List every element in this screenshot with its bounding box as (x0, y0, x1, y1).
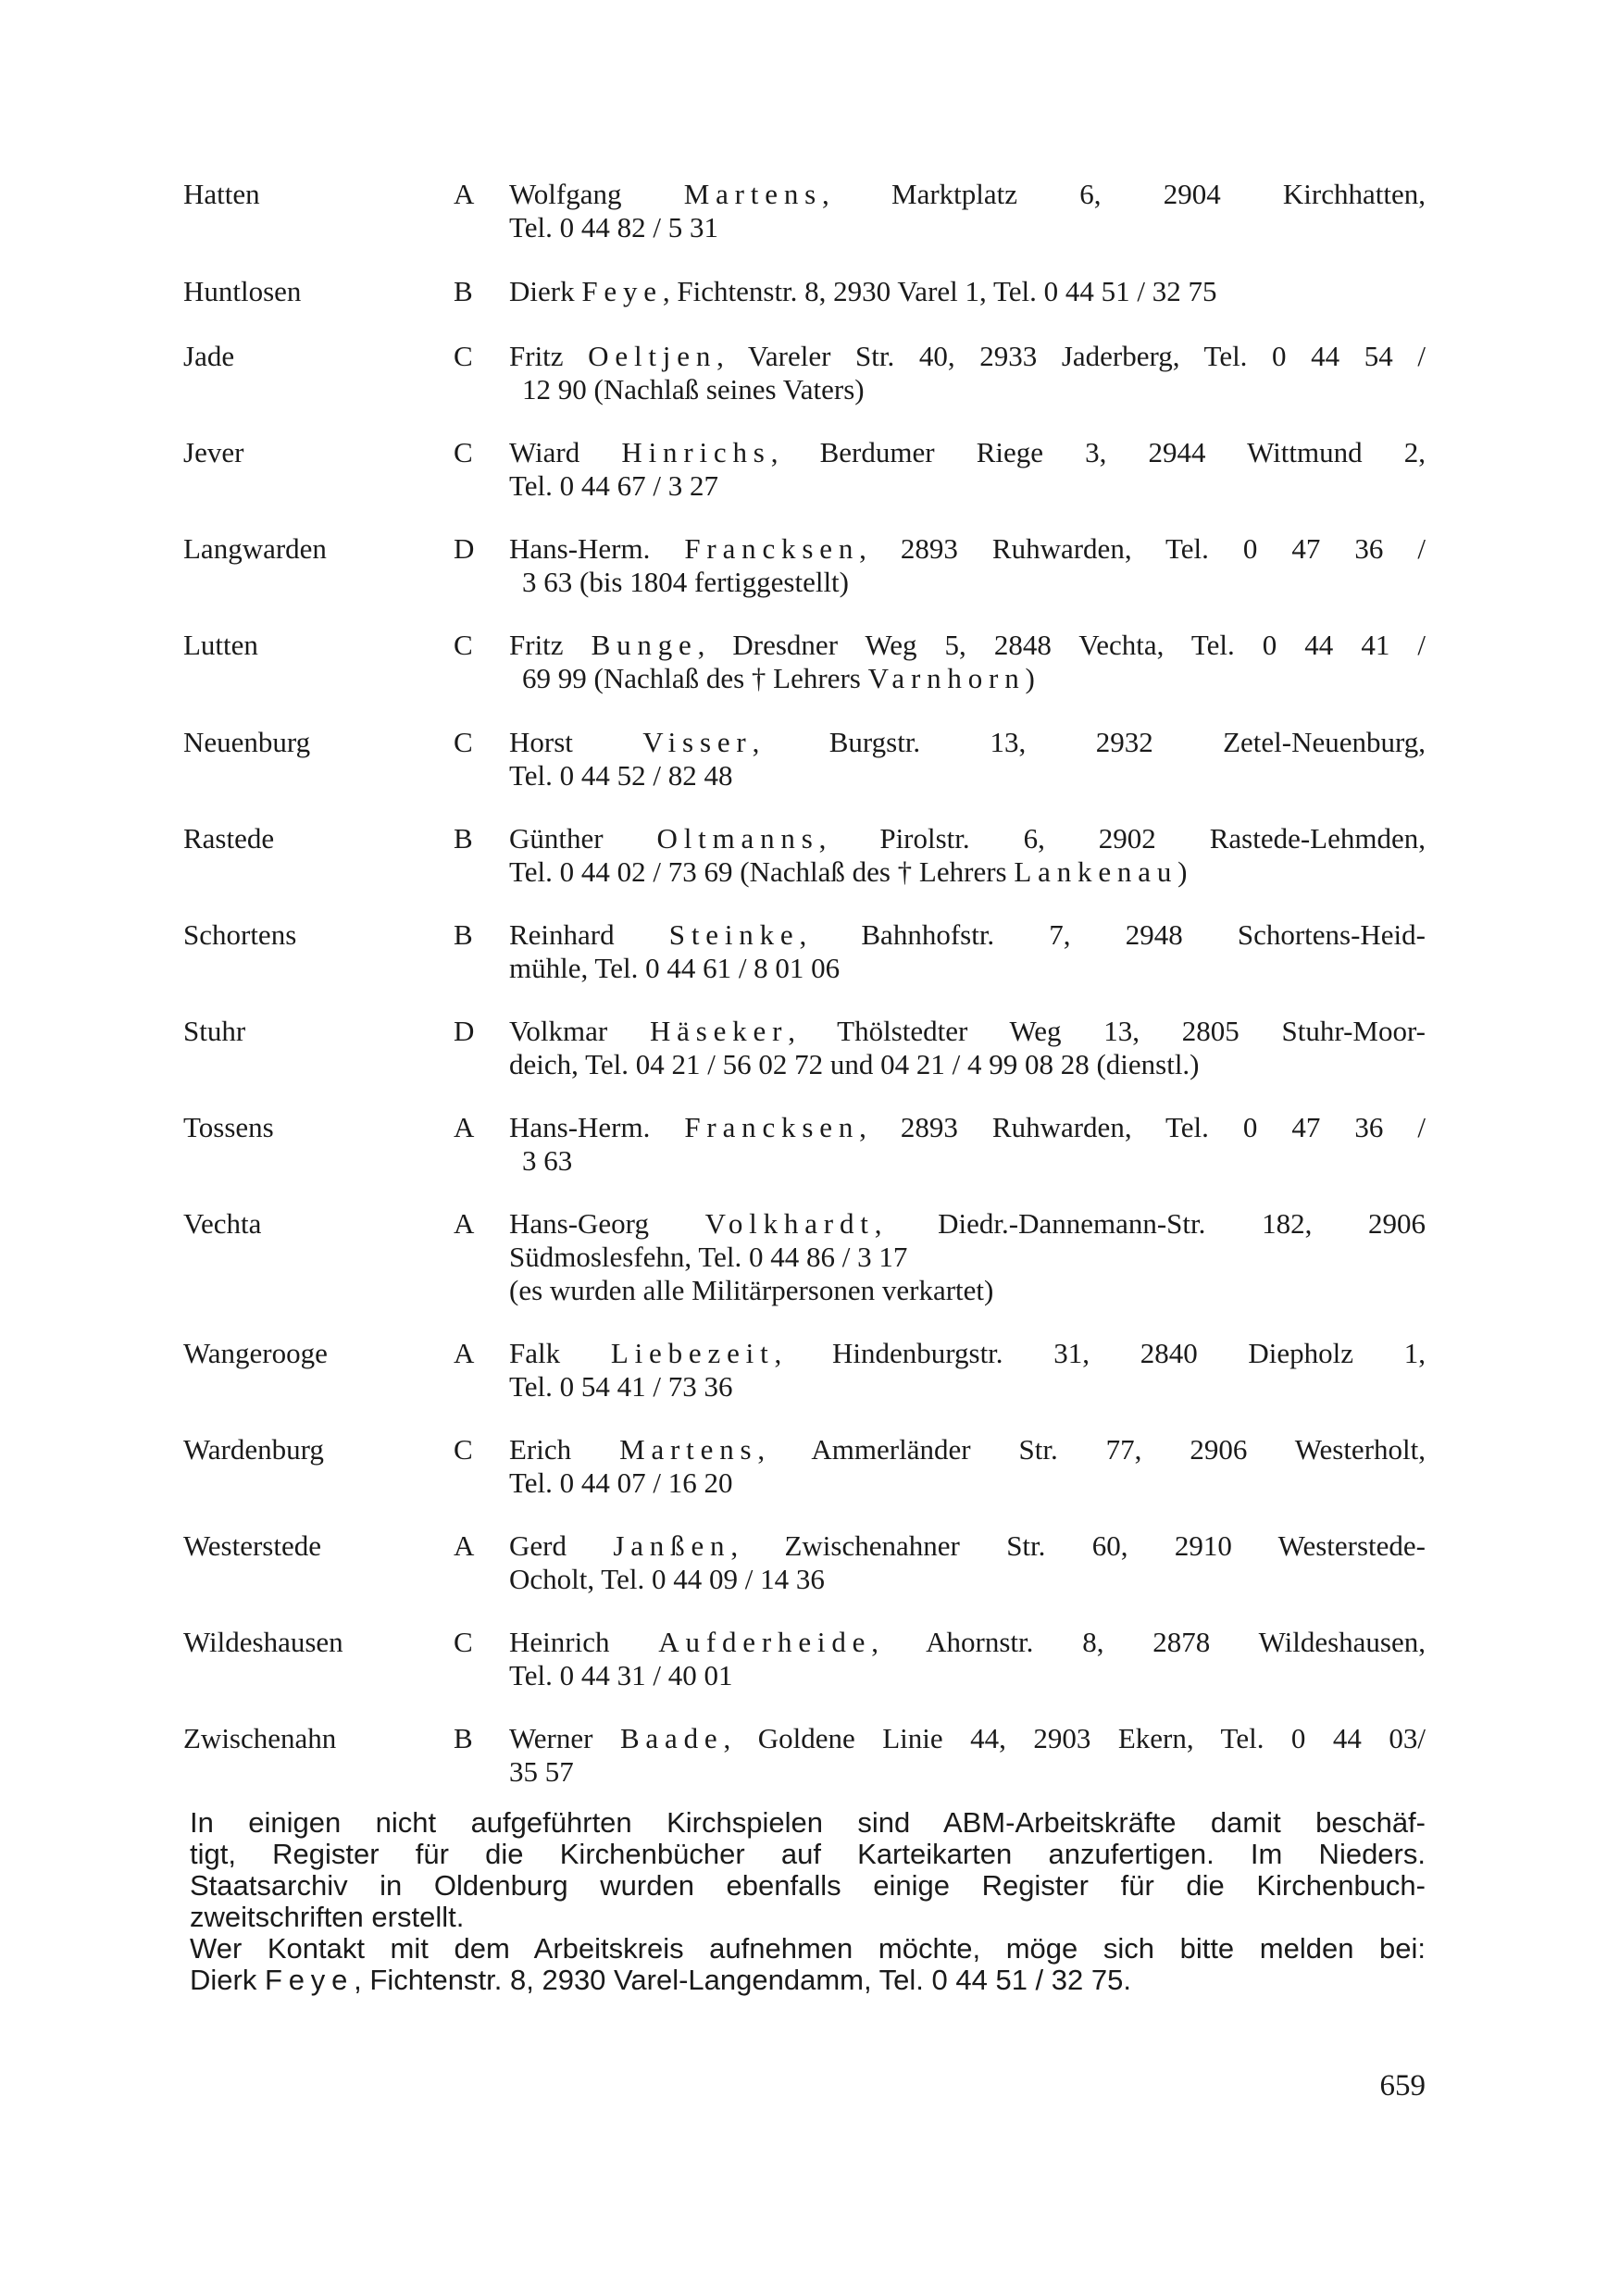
contact-line-1: Wiard Hinrichs, Berdumer Riege 3, 2944 Wittmund 2, (509, 436, 1426, 468)
contact-details (509, 1529, 1426, 1596)
parish-name: Rastede (183, 822, 275, 855)
contact-line-2: Tel. 0 44 82 / 5 31 (509, 211, 719, 243)
note-line: tigt, Register für die Kirchenbücher auf Karteikarten anzufertigen. Im Nieders. (190, 1838, 1426, 1870)
contact-line-2: Tel. 0 44 31 / 40 01 (509, 1659, 733, 1691)
parish-name: Huntlosen (183, 275, 302, 307)
contact-surname: Oltmanns (656, 822, 819, 855)
contact-line-2: Südmoslesfehn, Tel. 0 44 86 / 3 17 (509, 1241, 908, 1273)
status-category: C (454, 1626, 473, 1658)
contact-details (509, 1015, 1426, 1081)
note-line: Wer Kontakt mit dem Arbeitskreis aufnehmen möchte, möge sich bitte melden bei: (190, 1932, 1426, 1965)
contact-line-1: Horst Visser, Burgstr. 13, 2932 Zetel-Neuenburg, (509, 726, 1426, 758)
contact-line-1: Fritz Bunge, Dresdner Weg 5, 2848 Vechta, Tel. 0 44 41 / (509, 629, 1426, 661)
contact-line-1: Falk Liebezeit, Hindenburgstr. 31, 2840 Diepholz 1, (509, 1337, 1426, 1369)
contact-line-1: Günther Oltmanns, Pirolstr. 6, 2902 Rastede-Lehmden, (509, 822, 1426, 855)
note-line: zweitschriften erstellt. (190, 1901, 465, 1933)
status-category: D (454, 532, 475, 565)
contact-line-2: 3 63 (522, 1144, 573, 1177)
status-category: C (454, 629, 473, 661)
status-category: B (454, 822, 473, 855)
contact-line-1: Heinrich Aufderheide, Ahornstr. 8, 2878 Wildeshausen, (509, 1626, 1426, 1658)
contact-details (509, 918, 1426, 985)
parish-name: Vechta (183, 1207, 262, 1240)
parish-name: Hatten (183, 178, 260, 210)
contact-line-1: Gerd Janßen, Zwischenahner Str. 60, 2910 Westerstede- (509, 1529, 1426, 1562)
contact-line-1: Werner Baade, Goldene Linie 44, 2903 Ekern, Tel. 0 44 03/ (509, 1722, 1426, 1754)
contact-surname: Häseker (649, 1015, 789, 1047)
status-category: A (454, 1529, 475, 1562)
status-category: B (454, 918, 473, 951)
contact-details (509, 1722, 1426, 1789)
status-category: C (454, 1433, 473, 1466)
contact-surname: Baade (619, 1722, 724, 1754)
status-category: A (454, 178, 475, 210)
contact-details (509, 629, 1426, 695)
contact-surname: Martens (619, 1433, 758, 1466)
contact-details (509, 436, 1426, 503)
status-category: A (454, 1207, 475, 1240)
contact-details (509, 822, 1426, 889)
contact-line-1: Hans-Herm. Francksen, 2893 Ruhwarden, Tel. 0 47 36 / (509, 1111, 1426, 1143)
contact-surname: Steinke (668, 918, 800, 951)
contact-surname: Liebezeit (610, 1337, 775, 1369)
contact-details (509, 532, 1426, 599)
status-category: C (454, 340, 473, 372)
contact-details (509, 340, 1426, 406)
contact-line-2: Tel. 0 54 41 / 73 36 (509, 1370, 733, 1403)
note-line: Staatsarchiv in Oldenburg wurden ebenfalls einige Register für die Kirchenbuch- (190, 1869, 1426, 1902)
teacher-name: Varnhorn (867, 662, 1026, 694)
parish-name: Schortens (183, 918, 297, 951)
contact-line-2: Tel. 0 44 07 / 16 20 (509, 1466, 733, 1499)
contact-surname: Martens (683, 178, 823, 210)
parish-name: Stuhr (183, 1015, 246, 1047)
contact-line-3: (es wurden alle Militärpersonen verkartet) (509, 1274, 994, 1306)
contact-line-2: mühle, Tel. 0 44 61 / 8 01 06 (509, 952, 841, 984)
parish-name: Westerstede (183, 1529, 321, 1562)
contact-details (509, 178, 1426, 244)
page-number: 659 (1379, 2069, 1426, 2103)
status-category: B (454, 275, 473, 307)
status-category: A (454, 1337, 475, 1369)
parish-name: Jade (183, 340, 235, 372)
contact-details (509, 1111, 1426, 1178)
status-category: A (454, 1111, 475, 1143)
contact-surname: Aufderheide (658, 1626, 872, 1658)
parish-name: Wangerooge (183, 1337, 328, 1369)
contact-line-1: Hans-Georg Volkhardt, Diedr.-Dannemann-Str. 182, 2906 (509, 1207, 1426, 1240)
closing-note (190, 1807, 1426, 1996)
status-category: C (454, 436, 473, 468)
status-category: B (454, 1722, 473, 1754)
parish-name: Wardenburg (183, 1433, 324, 1466)
contact-details (509, 1433, 1426, 1500)
contact-line-1: Wolfgang Martens, Marktplatz 6, 2904 Kirchhatten, (509, 178, 1426, 210)
contact-line-2: 35 57 (509, 1755, 574, 1788)
contact-details (509, 1626, 1426, 1692)
contact-surname: Volkhardt (704, 1207, 875, 1240)
teacher-name: Lankenau (1014, 855, 1178, 888)
parish-name: Wildeshausen (183, 1626, 343, 1658)
contact-line-2: Tel. 0 44 52 / 82 48 (509, 759, 733, 792)
parish-name: Tossens (183, 1111, 274, 1143)
parish-name: Lutten (183, 629, 258, 661)
note-line: In einigen nicht aufgeführten Kirchspielen sind ABM-Arbeitskräfte damit beschäf- (190, 1806, 1426, 1839)
contact-surname: Feye (264, 1964, 355, 1996)
contact-line-2: 12 90 (Nachlaß seines Vaters) (522, 373, 865, 406)
parish-name: Langwarden (183, 532, 327, 565)
contact-details (509, 1337, 1426, 1404)
contact-surname: Bunge (591, 629, 698, 661)
contact-surname: Visser (642, 726, 753, 758)
status-category: D (454, 1015, 475, 1047)
parish-name: Jever (183, 436, 244, 468)
contact-surname: Janßen (613, 1529, 731, 1562)
parish-name: Neuenburg (183, 726, 311, 758)
contact-surname: Hinrichs (621, 436, 771, 468)
contact-line-2: Ocholt, Tel. 0 44 09 / 14 36 (509, 1563, 825, 1595)
contact-surname: Francksen (684, 532, 860, 565)
contact-line-2: deich, Tel. 04 21 / 56 02 72 und 04 21 / 4 99 08 28 (dienstl.) (509, 1048, 1200, 1080)
contact-line-2: Tel. 0 44 02 / 73 69 (Nachlaß des † Lehrers Lankenau) (509, 855, 1188, 888)
contact-surname: Francksen (684, 1111, 860, 1143)
contact-line-1: Hans-Herm. Francksen, 2893 Ruhwarden, Tel. 0 47 36 / (509, 532, 1426, 565)
contact-surname: Oeltjen (588, 340, 717, 372)
contact-details (509, 275, 1426, 308)
parish-name: Zwischenahn (183, 1722, 337, 1754)
contact-details (509, 1207, 1426, 1307)
status-category: C (454, 726, 473, 758)
contact-details (509, 726, 1426, 792)
note-line: Dierk Feye, Fichtenstr. 8, 2930 Varel-Langendamm, Tel. 0 44 51 / 32 75. (190, 1964, 1131, 1996)
contact-surname: Feye (581, 275, 663, 307)
contact-line-1: Dierk Feye, Fichtenstr. 8, 2930 Varel 1, Tel. 0 44 51 / 32 75 (509, 275, 1217, 307)
contact-line-1: Fritz Oeltjen, Vareler Str. 40, 2933 Jaderberg, Tel. 0 44 54 / (509, 340, 1426, 372)
contact-line-1: Erich Martens, Ammerländer Str. 77, 2906 Westerholt, (509, 1433, 1426, 1466)
contact-line-1: Volkmar Häseker, Thölstedter Weg 13, 2805 Stuhr-Moor- (509, 1015, 1426, 1047)
contact-line-2: Tel. 0 44 67 / 3 27 (509, 469, 719, 502)
contact-line-1: Reinhard Steinke, Bahnhofstr. 7, 2948 Schortens-Heid- (509, 918, 1426, 951)
contact-line-2: 3 63 (bis 1804 fertiggestellt) (522, 566, 849, 598)
contact-line-2: 69 99 (Nachlaß des † Lehrers Varnhorn) (522, 662, 1035, 694)
